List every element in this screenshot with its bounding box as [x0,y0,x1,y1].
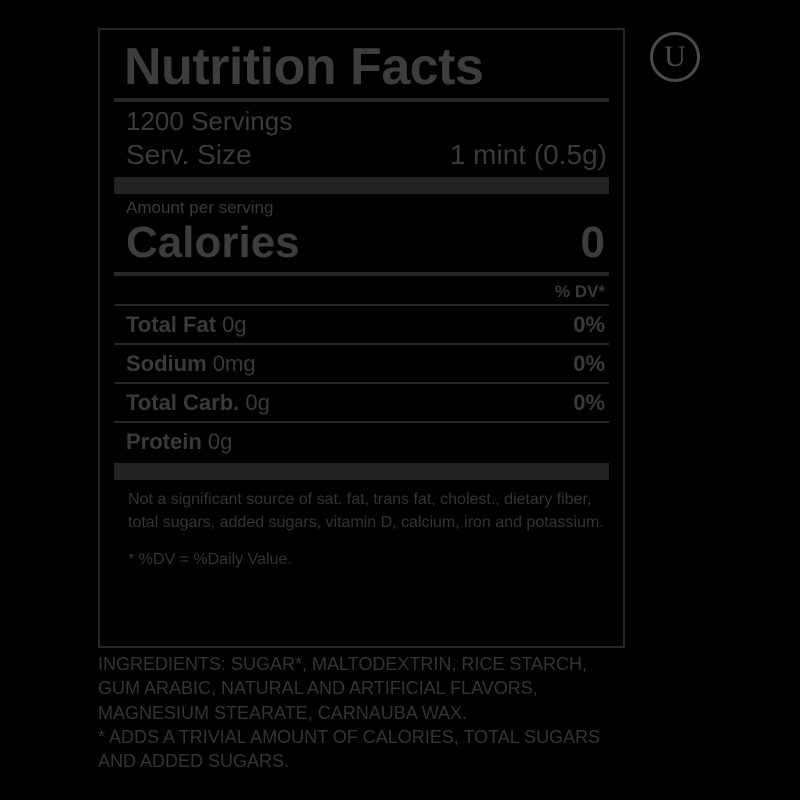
servings-count: 1200 Servings [126,105,293,136]
ingredients-line-2: GUM ARABIC, NATURAL AND ARTIFICIAL FLAVORS, [98,678,538,699]
nutrient-dv-sodium: 0% [573,350,605,376]
divider-row-3 [114,421,609,423]
table-row [126,386,605,419]
nutrient-dv-total-fat: 0% [573,311,605,337]
nutrient-name-protein: Protein 0g [126,428,233,454]
table-row [126,308,605,341]
nutrition-facts-panel [98,28,625,648]
kosher-u-letter: U [664,40,686,73]
table-row [126,425,605,458]
ingredients-line-5: AND ADDED SUGARS. [98,751,290,772]
serving-size-value: 1 mint (0.5g) [449,139,607,171]
ingredients-line-3: MAGNESIUM STEARATE, CARNAUBA WAX. [98,702,468,723]
page-title: Nutrition Facts [124,38,484,96]
kosher-u-icon [650,32,700,82]
serving-size-label: Serv. Size [126,139,252,171]
divider-thick-bottom [114,463,609,480]
ingredients-line-1: INGREDIENTS: SUGAR*, MALTODEXTRIN, RICE STARCH, [98,654,588,674]
divider-thick-top [114,177,609,194]
divider-under-calories [114,272,609,276]
ingredients-block [98,652,738,773]
nutrient-name-total-carb: Total Carb. 0g [126,389,270,415]
divider-row-1 [114,343,609,345]
daily-value-header: % DV* [554,281,605,301]
amount-per-serving-label: Amount per serving [126,198,274,218]
table-row [126,347,605,380]
calories-row [126,218,605,269]
daily-value-footnote: * %DV = %Daily Value. [128,551,292,569]
nutrient-footnote: Not a significant source of sat. fat, trans fat, cholest., dietary fiber, total sugars, added sugars, vitamin D, calcium, iron and potassium. [128,490,604,531]
nutrient-name-total-fat: Total Fat 0g [126,311,247,337]
nutrient-name-sodium: Sodium 0mg [126,350,256,376]
nutrient-dv-total-carb: 0% [573,389,605,415]
calories-value: 0 [580,218,605,268]
divider-under-title [114,98,609,102]
ingredients-line-4: * ADDS A TRIVIAL AMOUNT OF CALORIES, TOTAL SUGARS [98,726,601,747]
divider-row-2 [114,382,609,384]
calories-label: Calories [126,218,300,268]
divider-under-dv-header [114,304,609,306]
serving-size-row [126,137,607,172]
